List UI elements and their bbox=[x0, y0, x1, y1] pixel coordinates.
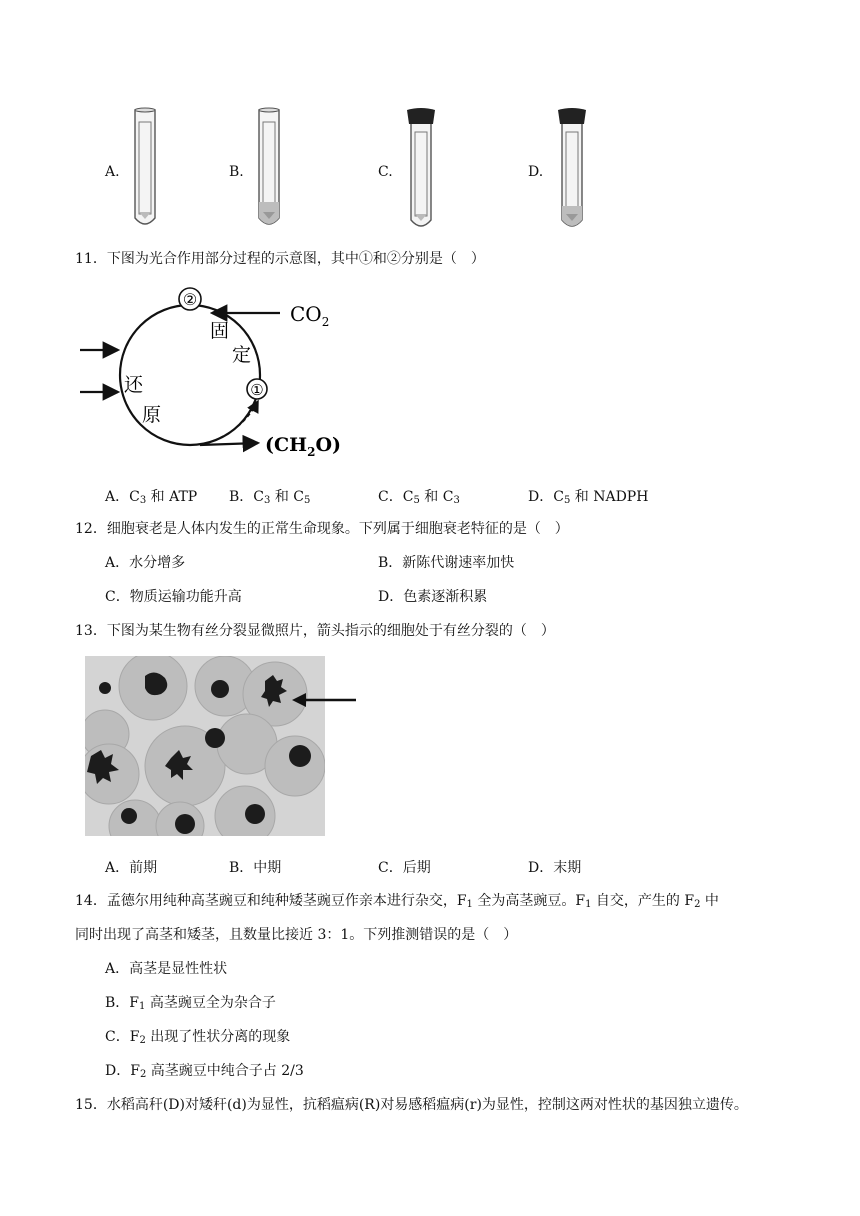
question-14-option-b: B．$F_1$ 高茎豌豆全为杂合子 bbox=[105, 995, 276, 1012]
ch2o-label: $(CH_2O)$ bbox=[265, 434, 341, 459]
option-b-label: B. bbox=[229, 164, 244, 180]
question-12-stem: 12．细胞衰老是人体内发生的正常生命现象。下列属于细胞衰老特征的是（ ） bbox=[75, 521, 569, 537]
question-12-option-a: A．水分增多 bbox=[105, 555, 186, 571]
reduction-label-2: 原 bbox=[142, 404, 162, 426]
question-14-option-a: A．高茎是显性性状 bbox=[105, 961, 228, 977]
question-14-option-d: D．$F_2$ 高茎豌豆中纯合子占 2/3 bbox=[105, 1063, 304, 1080]
circle-1-label: ① bbox=[250, 381, 264, 399]
circle-2-label: ② bbox=[182, 290, 198, 309]
question-12-option-d: D．色素逐渐积累 bbox=[378, 589, 488, 605]
reduction-label-1: 还 bbox=[124, 374, 144, 396]
question-11-option-c: C．$C_5$ 和 $C_3$ bbox=[378, 489, 460, 506]
question-13-option-c: C．后期 bbox=[378, 860, 431, 876]
question-11-option-a: A．$C_3$ 和 ATP bbox=[105, 489, 198, 506]
question-12-option-b: B．新陈代谢速率加快 bbox=[378, 555, 515, 571]
question-11-option-d: D．$C_5$ 和 NADPH bbox=[528, 489, 649, 506]
mitosis-micrograph bbox=[85, 656, 325, 836]
question-13-option-d: D．末期 bbox=[528, 860, 582, 876]
question-15-stem: 15．水稻高秆(D)对矮秆(d)为显性，抗稻瘟病(R)对易感稻瘟病(r)为显性，控制这两对性状的基因独立遗传。 bbox=[75, 1097, 748, 1113]
question-13-option-b: B．中期 bbox=[229, 860, 282, 876]
test-tube-c-image bbox=[404, 106, 438, 236]
test-tube-b-image bbox=[254, 106, 284, 236]
test-tube-d-image bbox=[555, 106, 589, 236]
arrow-indicator-icon bbox=[290, 690, 360, 710]
question-11-stem: 11．下图为光合作用部分过程的示意图，其中①和②分别是（ ） bbox=[75, 251, 485, 267]
question-12-option-c: C．物质运输功能升高 bbox=[105, 589, 242, 605]
option-c-label: C. bbox=[378, 164, 393, 180]
test-tube-a-image bbox=[130, 106, 160, 236]
question-14-line-1: 14．孟德尔用纯种高茎豌豆和纯种矮茎豌豆作亲本进行杂交，$F_1$ 全为高茎豌豆。$F_1$ 自交，产生的 $F_2$ 中 bbox=[75, 893, 719, 910]
question-14-option-c: C．$F_2$ 出现了性状分离的现象 bbox=[105, 1029, 291, 1046]
photosynthesis-cycle-diagram bbox=[80, 285, 350, 465]
question-11-option-b: B．$C_3$ 和 $C_5$ bbox=[229, 489, 311, 506]
option-d-label: D. bbox=[528, 164, 544, 180]
co2-label: $CO_2$ bbox=[290, 302, 330, 329]
fixation-label-2: 定 bbox=[232, 344, 252, 366]
fixation-label-1: 固 bbox=[210, 320, 230, 342]
question-13-stem: 13．下图为某生物有丝分裂显微照片，箭头指示的细胞处于有丝分裂的（ ） bbox=[75, 623, 555, 639]
question-13-option-a: A．前期 bbox=[105, 860, 158, 876]
question-14-line-2: 同时出现了高茎和矮茎，且数量比接近 3：1。下列推测错误的是（ ） bbox=[75, 927, 518, 943]
option-a-label: A. bbox=[105, 164, 120, 180]
